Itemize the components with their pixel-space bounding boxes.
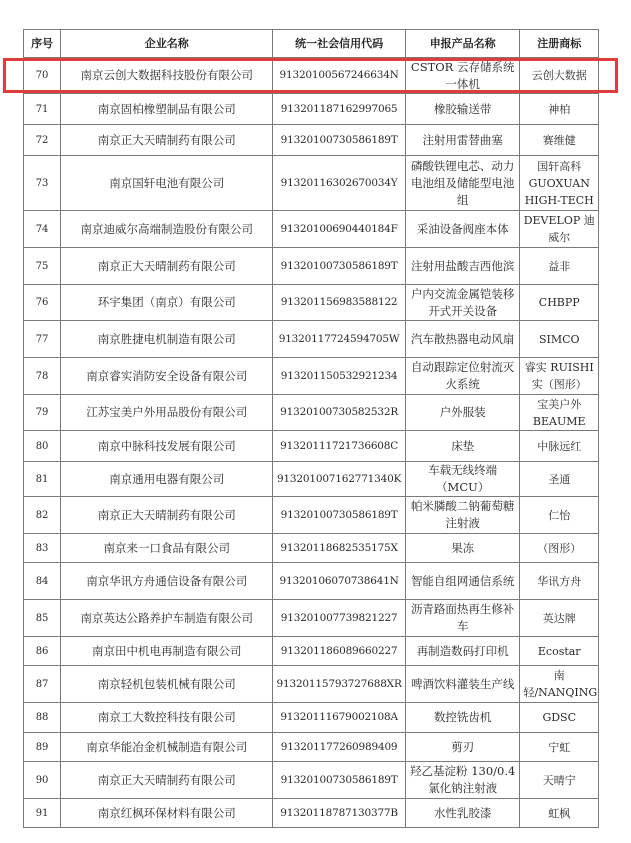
- cell-credit-code: 91320100730582532R: [273, 395, 406, 431]
- cell-serial-no: 86: [24, 637, 61, 666]
- cell-serial-no: 78: [24, 358, 61, 395]
- cell-credit-code: 91320100690440184F: [273, 211, 406, 248]
- table-row: [24, 563, 599, 600]
- table-row: [24, 799, 599, 828]
- cell-trademark: 华讯方舟: [520, 563, 599, 600]
- table-row: [24, 211, 599, 248]
- cell-product-name: CSTOR 云存储系统一体机: [405, 58, 520, 94]
- cell-trademark: 虹枫: [520, 799, 599, 828]
- cell-credit-code: 913201187162997065: [273, 94, 406, 125]
- cell-product-name: 户外服装: [405, 395, 520, 431]
- cell-product-name: 数控铣齿机: [405, 703, 520, 733]
- cell-serial-no: 74: [24, 211, 61, 248]
- cell-product-name: 智能自组网通信系统: [405, 563, 520, 600]
- table-row: [24, 94, 599, 125]
- cell-credit-code: 91320100730586189T: [273, 762, 406, 799]
- cell-company-name: 南京迪威尔高端制造股份有限公司: [61, 211, 273, 248]
- cell-trademark: 宁虹: [520, 733, 599, 762]
- cell-product-name: 羟乙基淀粉 130/0.4 氯化钠注射液: [405, 762, 520, 799]
- header-serial-no: 序号: [24, 30, 61, 58]
- cell-product-name: 帕米膦酸二钠葡萄糖注射液: [405, 497, 520, 534]
- cell-trademark: 睿实 RUISHI 实（图形）: [520, 358, 599, 395]
- cell-trademark: （图形）: [520, 534, 599, 563]
- table-row: [24, 762, 599, 799]
- cell-company-name: 南京正大天晴制药有限公司: [61, 762, 273, 799]
- cell-credit-code: 9132011172173660​8C: [273, 431, 406, 462]
- cell-serial-no: 71: [24, 94, 61, 125]
- cell-company-name: 南京固柏橡塑制品有限公司: [61, 94, 273, 125]
- table-row: [24, 733, 599, 762]
- cell-trademark: SIMCO: [520, 321, 599, 358]
- table-row: [24, 462, 599, 497]
- table-row: [24, 285, 599, 321]
- cell-trademark: 中脉远红: [520, 431, 599, 462]
- table-row: [24, 58, 599, 94]
- cell-company-name: 南京华讯方舟通信设备有限公司: [61, 563, 273, 600]
- cell-credit-code: 913201007162771340K: [273, 462, 406, 497]
- cell-product-name: 剪刃: [405, 733, 520, 762]
- header-credit-code: 统一社会信用代码: [273, 30, 406, 58]
- cell-company-name: 南京田中机电再制造有限公司: [61, 637, 273, 666]
- table-row: [24, 600, 599, 637]
- cell-company-name: 南京中脉科技发展有限公司: [61, 431, 273, 462]
- table-row: [24, 248, 599, 285]
- cell-serial-no: 84: [24, 563, 61, 600]
- table-row: [24, 637, 599, 666]
- cell-company-name: 南京华能冶金机械制造有限公司: [61, 733, 273, 762]
- cell-product-name: 注射用雷替曲塞: [405, 125, 520, 156]
- cell-product-name: 水性乳胶漆: [405, 799, 520, 828]
- cell-trademark: 仁怡: [520, 497, 599, 534]
- table-row: [24, 534, 599, 563]
- cell-company-name: 南京正大天晴制药有限公司: [61, 125, 273, 156]
- cell-serial-no: 76: [24, 285, 61, 321]
- cell-trademark: 益非: [520, 248, 599, 285]
- cell-serial-no: 79: [24, 395, 61, 431]
- table-row: [24, 703, 599, 733]
- cell-serial-no: 87: [24, 666, 61, 703]
- cell-trademark: 宝美户外 BEAUME: [520, 395, 599, 431]
- table-row: [24, 431, 599, 462]
- cell-company-name: 南京来一口食品有限公司: [61, 534, 273, 563]
- cell-serial-no: 90: [24, 762, 61, 799]
- table-header-row: [24, 30, 599, 58]
- cell-credit-code: 913201177260989409: [273, 733, 406, 762]
- table-row: [24, 125, 599, 156]
- cell-product-name: 再制造数码打印机: [405, 637, 520, 666]
- cell-product-name: 注射用盐酸吉西他滨: [405, 248, 520, 285]
- cell-company-name: 南京英达公路养护车制造有限公司: [61, 600, 273, 637]
- cell-serial-no: 75: [24, 248, 61, 285]
- cell-company-name: 南京工大数控科技有限公司: [61, 703, 273, 733]
- cell-credit-code: 91320100730586189T: [273, 125, 406, 156]
- cell-credit-code: 91320118682535175X: [273, 534, 406, 563]
- cell-company-name: 南京睿实消防安全设备有限公司: [61, 358, 273, 395]
- cell-company-name: 江苏宝美户外用品股份有限公司: [61, 395, 273, 431]
- cell-product-name: 磷酸铁锂电芯、动力电池组及储能型电池组: [405, 156, 520, 211]
- cell-credit-code: 91320106070738641N: [273, 563, 406, 600]
- cell-credit-code: 913201150532921234: [273, 358, 406, 395]
- cell-company-name: 南京正大天晴制药有限公司: [61, 248, 273, 285]
- cell-credit-code: 91320118787130377B: [273, 799, 406, 828]
- cell-credit-code: 913201156983588122: [273, 285, 406, 321]
- cell-serial-no: 89: [24, 733, 61, 762]
- cell-trademark: 国轩高科 GUOXUAN HIGH-TECH: [520, 156, 599, 211]
- cell-trademark: 圣通: [520, 462, 599, 497]
- cell-product-name: 采油设备阀座本体: [405, 211, 520, 248]
- cell-credit-code: 913201186089660227: [273, 637, 406, 666]
- cell-company-name: 南京轻机包装机械有限公司: [61, 666, 273, 703]
- cell-product-name: 自动跟踪定位射流灭火系统: [405, 358, 520, 395]
- cell-product-name: 橡胶输送带: [405, 94, 520, 125]
- cell-credit-code: 913201007739821227: [273, 600, 406, 637]
- cell-credit-code: 91320100730586189T: [273, 497, 406, 534]
- table-row: [24, 321, 599, 358]
- cell-trademark: Ecostar: [520, 637, 599, 666]
- cell-serial-no: 85: [24, 600, 61, 637]
- enterprise-trademark-table: [23, 29, 599, 828]
- cell-company-name: 南京国轩电池有限公司: [61, 156, 273, 211]
- cell-credit-code: 91320117724594705W: [273, 321, 406, 358]
- cell-credit-code: 91320100567246634N: [273, 58, 406, 94]
- cell-trademark: 云创大数据: [520, 58, 599, 94]
- cell-serial-no: 72: [24, 125, 61, 156]
- header-trademark: 注册商标: [520, 30, 599, 58]
- cell-company-name: 南京正大天晴制药有限公司: [61, 497, 273, 534]
- cell-trademark: DEVELOP 迪威尔: [520, 211, 599, 248]
- cell-trademark: 天晴宁: [520, 762, 599, 799]
- table-row: [24, 156, 599, 211]
- cell-company-name: 南京云创大数据科技股份有限公司: [61, 58, 273, 94]
- cell-product-name: 床垫: [405, 431, 520, 462]
- cell-company-name: 环宇集团（南京）有限公司: [61, 285, 273, 321]
- cell-product-name: 果冻: [405, 534, 520, 563]
- table-row: [24, 497, 599, 534]
- cell-serial-no: 83: [24, 534, 61, 563]
- cell-serial-no: 77: [24, 321, 61, 358]
- table-row: [24, 358, 599, 395]
- cell-product-name: 户内交流金属铠装移开式开关设备: [405, 285, 520, 321]
- cell-serial-no: 82: [24, 497, 61, 534]
- cell-trademark: 赛维健: [520, 125, 599, 156]
- cell-trademark: GDSC: [520, 703, 599, 733]
- cell-serial-no: 73: [24, 156, 61, 211]
- cell-product-name: 啤酒饮料灌装生产线: [405, 666, 520, 703]
- cell-company-name: 南京通用电器有限公司: [61, 462, 273, 497]
- cell-credit-code: 91320111679002108A: [273, 703, 406, 733]
- table-row: [24, 395, 599, 431]
- cell-company-name: 南京胜捷电机制造有限公司: [61, 321, 273, 358]
- cell-trademark: 英达牌: [520, 600, 599, 637]
- cell-trademark: CHBPP: [520, 285, 599, 321]
- header-company-name: 企业名称: [61, 30, 273, 58]
- cell-credit-code: 91320115793727688XR: [273, 666, 406, 703]
- cell-company-name: 南京红枫环保材料有限公司: [61, 799, 273, 828]
- table-row: [24, 666, 599, 703]
- cell-trademark: 神柏: [520, 94, 599, 125]
- cell-product-name: 沥青路面热再生修补车: [405, 600, 520, 637]
- cell-serial-no: 70: [24, 58, 61, 94]
- cell-serial-no: 88: [24, 703, 61, 733]
- cell-credit-code: 91320116302670034Y: [273, 156, 406, 211]
- cell-serial-no: 81: [24, 462, 61, 497]
- cell-trademark: 南轻/NANQING: [520, 666, 599, 703]
- cell-product-name: 汽车散热器电动风扇: [405, 321, 520, 358]
- cell-serial-no: 91: [24, 799, 61, 828]
- header-product-name: 申报产品名称: [405, 30, 520, 58]
- cell-credit-code: 91320100730586189T: [273, 248, 406, 285]
- cell-product-name: 车载无线终端（MCU）: [405, 462, 520, 497]
- cell-serial-no: 80: [24, 431, 61, 462]
